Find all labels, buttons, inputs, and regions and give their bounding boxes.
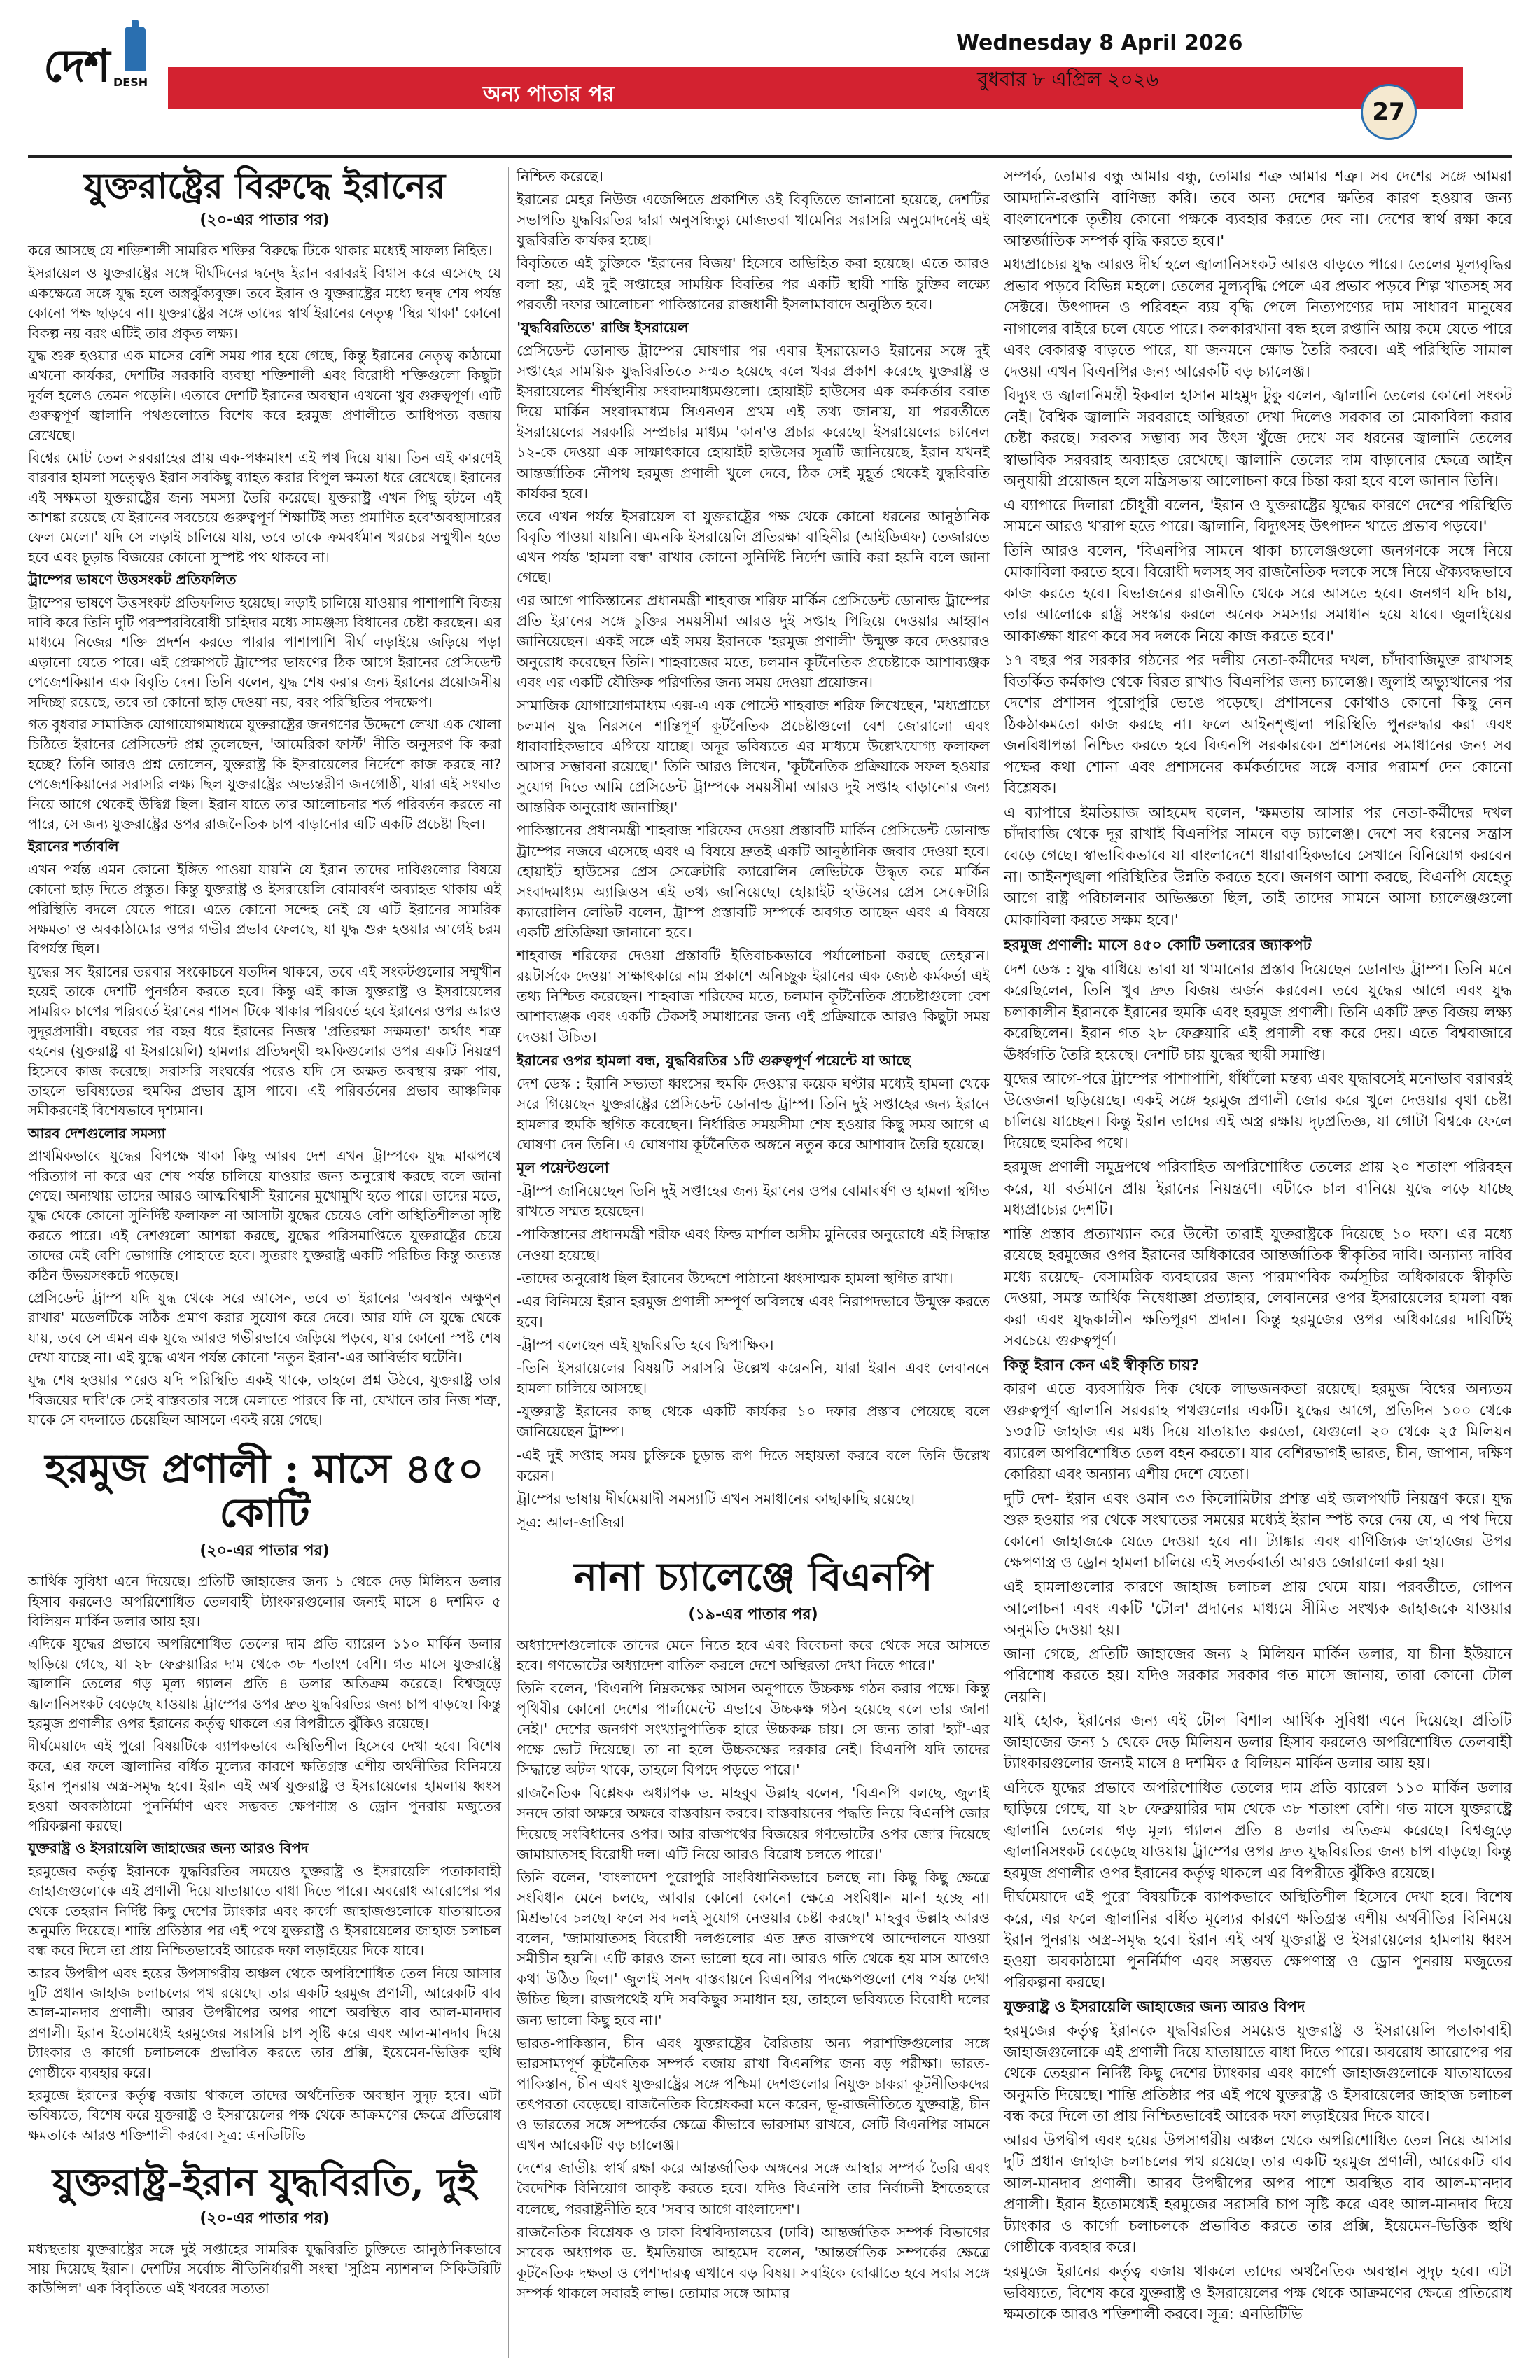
article-body — [517, 1635, 990, 2304]
date-bangla: বুধবার ৮ এপ্রিল ২০২৬ — [977, 68, 1159, 91]
paragraph: ১৭ বছর পর সরকার গঠনের পর দলীয় নেতা-কর্মীদের দখল, চাঁদাবাজিমুক্ত রাখাসহ বিতর্কিত কর্মকাণ্ড থেকে বিরত রাখাও বিএনপির জন্য চ্যালেঞ্জ। জুলাই অভ্যুত্থানের পর দেশের প্রশাসন পুরোপুরি ভেঙে পড়েছে। প্রশাসনের কোথাও কোনো কিছু নেন ঠিকঠাকমতো কাজ করছে না। ফলে আইনশৃঙ্খলা পরিস্থিতি পুনরুদ্ধার করা এবং জনবিধাপন্তা নিশ্চিত করতে হবে বিএনপি সরকারকে। প্রশাসনের সমাধানের জন্য সব পক্ষের কথা শোনা এবং প্রশাসনের কর্মকর্তাদের সঙ্গে বসার পরামর্শ দেন কোনো বিশ্লেষক। — [1004, 652, 1512, 798]
logo-wordmark: দেশ — [43, 40, 109, 92]
article-body — [28, 241, 501, 1430]
paragraph: দীর্ঘমেয়াদে এই পুরো বিষয়টিকে ব্যাপকভাবে অস্থিতিশীল হিসেবে দেখা হবে। বিশেষ করে, এর ফলে জ্বালানির বর্ধিত মূল্যের কারণে ক্ষতিগ্রস্ত এশীয় অর্থনীতির বিনিময়ে ইরান পুনরায় অস্ত্র-সমৃদ্ধ হবে। ইরান এই অর্থ যুক্তরাষ্ট্র ও ইসরায়েলের হামলায় ধ্বংস হওয়া অবকাঠামো পুনর্নির্মাণ এবং সম্ভবত ক্ষেপণাস্ত্র ও ড্রোন পুনরায় মজুতের পরিকল্পনা করছে। — [28, 1737, 501, 1834]
masthead — [0, 0, 1540, 126]
page-number: 27 — [1361, 84, 1417, 140]
paragraph: তিনি বলেন, 'বাংলাদেশ পুরোপুরি সাংবিধানিকভাবে চলছে না। কিছু কিছু ক্ষেত্রে সংবিধান মেনে চলছে, আবার কোনো কোনো ক্ষেত্রে সংবিধান মানা হচ্ছে না। মিশ্রভাবে চলছে। ফলে সব দলই সুযোগ নেওয়ার চেষ্টা করছে।' মাহবুব উল্লাহ আরও বলেন, 'জামায়াতসহ বিরোধী দলগুলোর এত দ্রুত রাজপথে আন্দোলনে যাওয়া সমীচীন হয়নি। এটি কারও জন্য ভালো হবে না। আরও গতি থেকে হয় মাস আগেও কথা উঠিত ছিল।' জুলাই সনদ বাস্তবায়নে বিএনপির পদক্ষেপগুলো শেষ পর্যন্ত দেখা উচিত ছিল। রাজপথেই যদি সবকিছুর সমাধান হয়, তাহলে ভবিষ্যতে বিরোধী দলের জন্য ভালো কিছু হবে না।' — [517, 1868, 990, 2029]
column-3 — [1004, 167, 1512, 2326]
paragraph: শান্তি প্রস্তাব প্রত্যাখ্যান করে উল্টো তারাই যুক্তরাষ্ট্রকে দিয়েছে ১০ দফা। এর মধ্যে রয়েছে হরমুজের ওপর ইরানের অধিকারের আন্তর্জাতিক স্বীকৃতির দাবি। অন্যান্য দাবির মধ্যে রয়েছে- বেসামরিক ব্যবহারের জন্য পারমাণবিক কর্মসূচির অধিকারকে স্বীকৃতি দেওয়া, সমস্ত আর্থিক নিষেধাজ্ঞা প্রত্যাহার, লেবাননের ওপর ইসরায়েলের হামলা বন্ধ করা এবং যুদ্ধকালীন ক্ষতিপূরণ প্রদান। কিন্তু হরমুজের ওপর অধিকারের দাবিটিই সবচেয়ে গুরুত্বপূর্ণ। — [1004, 1225, 1512, 1350]
subheading: মূল পয়েন্টগুলো — [517, 1159, 609, 1177]
date-english: Wednesday 8 April 2026 — [956, 31, 1243, 55]
paragraph: দেশ ডেস্ক : যুদ্ধ বাধিয়ে ভাবা যা থামানোর প্রস্তাব দিয়েছেন ডোনাল্ড ট্রাম্প। তিনি মনে করেছিলেন, তিনি খুব দ্রুত বিজয় অর্জন করবেন। তবে যুদ্ধের আগে এবং যুদ্ধ চলাকালীন ইরানকে ইরানের হুমকি এবং হরমুজ প্রণালী। তিনি একটি দ্রুত বিজয় লক্ষ্য করেছিলেন। ইরান গত ২৮ ফেব্রুয়ারি এই প্রণালী বন্ধ করে দেয়। এতে বিশ্ববাজারে ঊর্ধ্বগতি তৈরি হয়েছে। দেশটি চায় যুদ্ধের স্থায়ী সমাপ্তি। — [1004, 960, 1512, 1064]
paragraph: ভারত-পাকিস্তান, চীন এবং যুক্তরাষ্ট্রের বৈরিতায় অন্য পরাশক্তিগুলোর সঙ্গে ভারসাম্যপূর্ণ কূটনৈতিক সম্পর্ক বজায় রাখা বিএনপির জন্য বড় পরীক্ষা। ভারত-পাকিস্তান, চীন এবং যুক্তরাষ্ট্রের সঙ্গে পশ্চিমা দেশগুলোর নিযুক্ত চাকরা কূটনীতিকদের তৎপরতা বেড়েছে। রাজনৈতিক বিশ্লেষকরা মনে করেন, ভূ-রাজনীতিতে যুক্তরাষ্ট্র, চীন ও ভারতের সঙ্গে সম্পর্কের ক্ষেত্রে কীভাবে ভারসাম্য রাখবে, সেটি বিএনপির সামনে এখন আরেকটি বড় চ্যালেঞ্জ। — [517, 2034, 990, 2154]
paragraph: হরমুজ প্রণালী সমুদ্রপথে পরিবাহিত অপরিশোধিত তেলের প্রায় ২০ শতাংশ পরিবহন করে, যা বর্তমানে প্রায় ইরানের নিয়ন্ত্রণে। এটাকে চাল বানিয়ে যুদ্ধে লড়ে যাচ্ছে মধ্যপ্রাচ্যের দেশটি। — [1004, 1158, 1512, 1219]
paragraph: জানা গেছে, প্রতিটি জাহাজের জন্য ২ মিলিয়ন মার্কিন ডলার, যা চীনা ইউয়ানে পরিশোধ করতে হয়। যদিও সরকার সরকার গত মাসে জানায়, তারা কোনো টোল নেয়নি। — [1004, 1645, 1512, 1706]
paragraph: প্রেসিডেন্ট ট্রাম্প যদি যুদ্ধ থেকে সরে আসেন, তবে তা ইরানের 'অবস্থান অক্ষুণ্ন রাখার' মডেলটিকে সঠিক প্রমাণ করার সুযোগ করে দেবে। আর যদি সে যুদ্ধে থেকে যায়, তবে সে এমন এক যুদ্ধে আরও গভীরভাবে জড়িয়ে পড়বে, যার কোনো স্পষ্ট শেষ দেখা যাচ্ছে না। এই যুদ্ধে এখন পর্যন্ত কোনো 'নতুন ইরান'-এর আবির্ভাব ঘটেনি। — [28, 1289, 501, 1366]
article-body — [1004, 935, 1512, 2325]
paragraph: পাকিস্তানের প্রধানমন্ত্রী শাহবাজ শরিফের দেওয়া প্রস্তাবটি মার্কিন প্রেসিডেন্ট ডোনাল্ড ট্রাম্পের নজরে এসেছে এবং এ বিষয়ে দ্রুতই একটি আনুষ্ঠানিক জবাব দেওয়া হবে। হোয়াইট হাউসের প্রেস সেক্রেটারি ক্যারোলিন লেভিটকে উদ্ধৃত করে মার্কিন সংবাদমাধ্যম অ্যাক্সিওস এই তথ্য জানিয়েছে। হোয়াইট হাউসের প্রেস সেক্রেটারি ক্যারোলিন লেভিট বলেন, ট্রাম্প প্রস্তাবটি সম্পর্কে অবগত আছেন এবং এ বিষয়ে একটি প্রতিক্রিয়া জানানো হবে। — [517, 822, 990, 941]
paragraph: হরমুজের কর্তৃত্ব ইরানকে যুদ্ধবিরতির সময়েও যুক্তরাষ্ট্র ও ইসরায়েলি পতাকাবাহী জাহাজগুলোকে এই প্রণালী দিয়ে যাতায়াতে বাধা দিতে পারে। অবরোধ আরোপের পর থেকে তেহরান নির্দিষ্ট কিছু দেশের ট্যাংকার এবং কার্গো জাহাজগুলোকে যাতায়াতের অনুমতি দিয়েছে। শান্তি প্রতিষ্ঠার পর এই পথে যুক্তরাষ্ট্র ও ইসরায়েলের জাহাজ চলাচল বন্ধ করে দিলে তা প্রায় নিশ্চিতভাবেই আরেক দফা লড়াইয়ের দিকে যাবে। — [28, 1862, 501, 1959]
paragraph: যুদ্ধের সব ইরানের তরবার সংকোচনে যতদিন থাকবে, তবে এই সংকটগুলোর সম্মুখীন হয়েই তাকে দেশটি পুনর্গঠন করতে হবে। কিন্তু এই কাজ যুক্তরাষ্ট্র ও ইসরায়েলের সামরিক চাপের পরিবর্তে ইরানের শাসন টিকে থাকার পরিবর্তে হবে ইরানের ওপর আরও সুদূরপ্রসারী। বছরের পর বছর ধরে ইরানের নিজস্ব 'প্রতিরক্ষা সক্ষমতা' অর্থাৎ শত্রু বহনের (যুক্তরাষ্ট্র বা ইসরায়েলি) হামলার প্রতিদ্বন্দ্বী হুমকিগুলোর ওপর একটি নিয়ন্ত্রণ হিসেবে কাজ করেছে। সরাসরি সংঘর্ষের পরেও যদি সে অক্ষত অবস্থায় রক্ষা পায়, তাহলে ভবিষ্যতের হুমকির প্রভাব হ্রাস পাবে। এই পরিবর্তনের প্রভাব আঞ্চলিক সমীকরণেই বিশেষভাবে দৃশ্যমান। — [28, 962, 501, 1119]
article-body — [517, 167, 990, 1532]
paragraph: তিনি বলেন, 'বিএনপি নিম্নকক্ষের আসন অনুপাতে উচ্চকক্ষ গঠন করার পক্ষে। কিন্তু পৃথিবীর কোনো দেশের পার্লামেন্টে এভাবে উচ্চকক্ষ গঠন হয়েছে বলে তার জানা নেই।' দেশের জনগণ সংখ্যানুপাতিক হারে উচ্চকক্ষ চায়। সে জন্য তারা 'হ্যাঁ'-এর পক্ষে ভোট দিয়েছে। তা না হলে উচ্চকক্ষের দরকার নেই। বিএনপি যদি তাদের সিদ্ধান্তে অটল থাকে, তাহলে বিপদে পড়তে পারে।' — [517, 1679, 990, 1779]
paragraph: আরব উপদ্বীপ এবং হয়ের উপসাগরীয় অঞ্চল থেকে অপরিশোধিত তেল নিয়ে আসার দুটি প্রধান জাহাজ চলাচলের পথ রয়েছে। তার একটি হরমুজ প্রণালী, আরেকটি বাব আল-মানদাব প্রণালী। আরব উপদ্বীপের অপর পাশে অবস্থিত বাব আল-মানদাব প্রণালী। ইরান ইতোমধ্যেই হরমুজের সরাসরি চাপ সৃষ্টি করে এবং আল-মানদাব দিয়ে ট্যাংকার ও কার্গো চলাচলকে প্রভাবিত করতে তার প্রক্সি, ইয়েমেন-ভিত্তিক হুথি গোষ্ঠীকে ব্যবহার করে। — [28, 1964, 501, 2081]
paragraph: তিনি আরও বলেন, 'বিএনপির সামনে থাকা চ্যালেঞ্জগুলো জনগণকে সঙ্গে নিয়ে মোকাবিলা করতে হবে। বিরোধী দলসহ সব রাজনৈতিক দলকে সঙ্গে নিয়ে ঐক্যবদ্ধভাবে কাজ করতে হবে। বিভাজনের রাজনীতি থেকে সরে আসতে হবে। জনগণ যদি চায়, তার আলোকে রাষ্ট্র সংস্কার করলে অনেক সমস্যার সমাধান হয়ে যাবে। জুলাইয়ের আকাঙ্ক্ষা ধারণ করে সব দলকে নিয়ে কাজ করতে হবে।' — [1004, 542, 1512, 645]
liberty-statue-icon — [125, 27, 146, 71]
headline: যুক্তরাষ্ট্রের বিরুদ্ধে ইরানের — [83, 165, 446, 206]
paragraph: হরমুজে ইরানের কর্তৃত্ব বজায় থাকলে তাদের অর্থনৈতিক অবস্থান সুদৃঢ় হবে। এটা ভবিষ্যতে, বিশেষ করে যুক্তরাষ্ট্র ও ইসরায়েলের পক্ষ থেকে আক্রমণের ক্ষেত্রে প্রতিরোধ ক্ষমতাকে আরও শক্তিশালী করবে। সূত্র: এনডিটিভি — [1004, 2262, 1512, 2324]
paragraph: তবে এখন পর্যন্ত ইসরায়েল বা যুক্তরাষ্ট্রের পক্ষ থেকে কোনো ধরনের আনুষ্ঠানিক বিবৃতি পাওয়া যায়নি। এমনকি ইসরায়েলি প্রতিরক্ষা বাহিনীর (আইডিএফ) তেজারতে এখন পর্যন্ত 'হামলা বন্ধ' রাখার কোনো সুনির্দিষ্ট নির্দেশ জারি করা হয়নি বলে জানা গেছে। — [517, 507, 990, 587]
paragraph: মধ্যপ্রাচ্যের যুদ্ধ আরও দীর্ঘ হলে জ্বালানিসংকট আরও বাড়তে পারে। তেলের মূল্যবৃদ্ধির প্রভাব পড়বে বিভিন্ন মহলে। তেলের মূল্যবৃদ্ধি পেলে এর প্রভাব পড়বে শিল্প খাতসহ সব সেক্টরে। উৎপাদন ও পরিবহন ব্যয় বৃদ্ধি পেলে নিত্যপণ্যের দাম সাধারণ মানুষের নাগালের বাইরে চলে যেতে পারে। কলকারখানা বন্ধ হলে রপ্তানি আয় কমে যেতে পারে এবং বেকারত্ব বাড়তে পারে, যা জনমনে ক্ষোভ তৈরি করবে। এই পরিস্থিতি সামাল দেওয়া এখন বিএনপির জন্য আরেকটি বড় চ্যালেঞ্জ। — [1004, 256, 1512, 381]
column-divider — [508, 167, 509, 2358]
jump-line: (১৯-এর পাতার পর) — [688, 1605, 818, 1623]
paragraph: -এই দুই সপ্তাহ সময় চুক্তিকে চূড়ান্ত রূপ দিতে সহায়তা করবে বলে তিনি উল্লেখ করেন। — [517, 1446, 990, 1484]
subheading: হরমুজ প্রণালী: মাসে ৪৫০ কোটি ডলারের জ্যাকপট — [1004, 937, 1312, 955]
article-iran-vs-us — [28, 167, 501, 1430]
article-ceasefire-continued — [517, 167, 990, 1532]
headline: হরমুজ প্রণালী : মাসে ৪৫০ কোটি — [45, 1444, 484, 1537]
paragraph: বিদ্যুৎ ও জ্বালানিমন্ত্রী ইকবাল হাসান মাহমুদ টুকু বলেন, জ্বালানি তেলের কোনো সংকট নেই। বৈশ্বিক জ্বালানি সরবরাহে অস্থিরতা দেখা দিলেও সরকার তা মোকাবিলা করার চেষ্টা করছে। সরকার সম্ভাব্য সব উৎস খুঁজে দেখে সব ধরনের জ্বালানি তেলের স্বাভাবিক সরবরাহ অব্যাহত রেখেছে। জ্বালানি তেলের দাম বাড়ানোর ক্ষেত্রে আইন অনুযায়ী প্রয়োজন হলে মন্ত্রিসভায় আলোচনা করে চিন্তা করা হবে বলে জানান তিনি। — [1004, 387, 1512, 491]
paragraph: ইসরায়েল ও যুক্তরাষ্ট্রের সঙ্গে দীর্ঘদিনের দ্বন্দ্বে ইরান বরাবরই বিশ্বাস করে এসেছে যে একক্ষেত্রে সঙ্গে যুদ্ধ হলে অস্ত্রঝুঁক্যবুক্ত। তবে ইরান ও যুক্তরাষ্ট্রের মধ্যে দ্বন্দ্ব শেষ পর্যন্ত কোনো পক্ষ ছাড়বে না। যুক্তরাষ্ট্রের সঙ্গে তাদের স্বার্থ ইরানের নেতৃত্ব 'স্থির থাকা' কোনো বিকল্প নয় বরং এটিই তার প্রকৃত লক্ষ্য। — [28, 265, 501, 342]
paragraph: ইরানের মেহর নিউজ এজেন্সিতে প্রকাশিত ওই বিবৃতিতে জানানো হয়েছে, দেশটির সভাপতি যুদ্ধবিরতির দ্বারা অনুসন্ধিত্যু মোজতবা খামেনির সরাসরি অনুমোদনেই এই যুদ্ধবিরতি কার্যকর হচ্ছে। — [517, 191, 990, 249]
paragraph: এই হামলাগুলোর কারণে জাহাজ চলাচল প্রায় থেমে যায়। পরবর্তীতে, গোপন আলোচনা এবং একটি 'টোল' প্রদানের মাধ্যমে সীমিত সংখ্যক জাহাজকে যাওয়ার অনুমতি দেওয়া হয়। — [1004, 1578, 1512, 1639]
paragraph: নিশ্চিত করেছে। — [517, 168, 603, 185]
headline: যুক্তরাষ্ট্র-ইরান যুদ্ধবিরতি, দুই — [52, 2160, 477, 2205]
subheading: 'যুদ্ধবিরতিতে' রাজি ইসরায়েল — [517, 318, 689, 336]
subheading: কিন্তু ইরান কেন এই স্বীকৃতি চায়? — [1004, 1356, 1200, 1374]
article-bnp — [517, 1556, 990, 2304]
paragraph: হরমুজের কর্তৃত্ব ইরানকে যুদ্ধবিরতির সময়েও যুক্তরাষ্ট্র ও ইসরায়েলি পতাকাবাহী জাহাজগুলোকে এই প্রণালী দিয়ে যাতায়াতে বাধা দিতে পারে। অবরোধ আরোপের পর থেকে তেহরান নির্দিষ্ট কিছু দেশের ট্যাংকার এবং কার্গো জাহাজগুলোকে যাতায়াতের অনুমতি দিয়েছে। শান্তি প্রতিষ্ঠার পর এই পথে যুক্তরাষ্ট্র ও ইসরায়েলের জাহাজ চলাচল বন্ধ করে দিলে তা প্রায় নিশ্চিতভাবেই আরেক দফা লড়াইয়ের দিকে যাবে। — [1004, 2022, 1512, 2126]
subheading: ট্রাম্পের ভাষণে উত্তসংকট প্রতিফলিত — [28, 571, 237, 589]
paragraph: -যুক্তরাষ্ট্র ইরানের কাছ থেকে একটি কার্যকর ১০ দফার প্রস্তাব পেয়েছে বলে জানিয়েছেন ট্রাম্প। — [517, 1403, 990, 1441]
paragraph: সামাজিক যোগাযোগমাধ্যম এক্স-এ এক পোস্টে শাহবাজ শরিফ লিখেছেন, 'মধ্যপ্রাচ্যে চলমান যুদ্ধ নিরসনে শান্তিপূর্ণ কূটনৈতিক প্রচেষ্টাগুলো বেশ জোরালো এবং ধারাবাহিকভাবে এগিয়ে যাচ্ছে। অদূর ভবিষ্যতে এর মাধ্যমে উল্লেখযোগ্য ফলাফল আসার সম্ভাবনা রয়েছে।' তিনি আরও লিখেন, 'কূটনৈতিক প্রক্রিয়াকে সফল হওয়ার সুযোগ দিতে আমি প্রেসিডেন্ট ট্রাম্পকে সময়সীমা আরও দুই সপ্তাহ বাড়ানোর জন্য আন্তরিক অনুরোধ জানাচ্ছি।' — [517, 696, 990, 816]
article-body — [1004, 167, 1512, 931]
paragraph: -তাদের অনুরোধ ছিল ইরানের উদ্দেশে পাঠানো ধ্বংসাত্মক হামলা স্থগিত রাখা। — [517, 1269, 953, 1287]
subheading: ইরানের শর্তাবলি — [28, 838, 119, 855]
jump-line: (২০-এর পাতার পর) — [200, 2209, 330, 2227]
newspaper-logo — [38, 21, 162, 105]
paragraph: দুটি দেশ- ইরান এবং ওমান ৩৩ কিলোমিটার প্রশস্ত এই জলপথটি নিয়ন্ত্রণ করে। যুদ্ধ শুরু হওয়ার পর থেকে সংঘাতের সময়ের মধ্যেই ইরান স্পষ্ট করে দেয় যে, এ পথ দিয়ে কোনো জাহাজকে যেতে দেওয়া হবে না। ট্যাঙ্কার এবং বাণিজ্যিক জাহাজের উপর ক্ষেপণাস্ত্র ও ড্রোন হামলা চালিয়ে এই সতর্কবার্তা আরও জোরালো করা হয়। — [1004, 1490, 1512, 1572]
paragraph: এদিকে যুদ্ধের প্রভাবে অপরিশোধিত তেলের দাম প্রতি ব্যারেল ১১০ মার্কিন ডলার ছাড়িয়ে গেছে, যা ২৮ ফেব্রুয়ারির দাম থেকে ৩৮ শতাংশ বেশি। গত মাসে যুক্তরাষ্ট্রে জ্বালানি তেলের গড় মূল্য গ্যালন প্রতি ৪ ডলার অতিক্রম করেছে। বিশ্বজুড়ে জ্বালানিসংকট বেড়েছে যাওয়ায় ট্রাম্পের ওপর দ্রুত যুদ্ধবিরতির জন্য চাপ বাড়ছে। কিন্তু হরমুজ প্রণালীর ওপর ইরানের কর্তৃত্ব থাকলে এর বিপরীতে ঝুঁকিও রয়েছে। — [28, 1635, 501, 1732]
paragraph: যুদ্ধের আগে-পরে ট্রাম্পের পাশাপাশি, ধাঁধাঁলো মন্তব্য এবং যুদ্ধাবসেই মনোভাব বরাবরই উত্তেজনা ছড়িয়েছে। একই সঙ্গে হরমুজ প্রণালী জোর করে খুলে দেওয়ার বৃথা চেষ্টা চালিয়ে যাচ্ছেন। কিন্তু ইরান তাদের এই অস্ত্র রক্ষায় দৃঢ়প্রতিজ্ঞ, যা গোটা বিশ্বকে ফেলে দিয়েছে হুমকির পথে। — [1004, 1070, 1512, 1152]
paragraph: ট্রাম্পের ভাষায় দীর্ঘমেয়াদী সমস্যাটি এখন সমাধানের কাছাকাছি রয়েছে। — [517, 1490, 916, 1507]
column-2 — [517, 167, 990, 2304]
paragraph: প্রেসিডেন্ট ডোনাল্ড ট্রাম্পের ঘোষণার পর এবার ইসরায়েলও ইরানের সঙ্গে দুই সপ্তাহের সাময়িক যুদ্ধবিরতিতে সম্মত হয়েছে বলে খবর প্রকাশ করেছে যুক্তরাষ্ট্র ও ইসরায়েলের শীর্ষস্থানীয় সংবাদমাধ্যমগুলো। হোয়াইট হাউসের এক কর্মকর্তার বরাত দিয়ে মার্কিন সংবাদমাধ্যম সিএনএন প্রথম এই তথ্য জানায়, যা পরবর্তীতে ইসরায়েলের সরকারি সম্প্রচার মাধ্যম 'কান'ও প্রচার করেছে। ইসরায়েলের চ্যানেল ১২-কে দেওয়া এক সাক্ষাৎকারে হোয়াইট হাউসের সূত্রটি জানিয়েছে, ইরান যখনই আন্তর্জাতিক নৌপথ হরমুজ প্রণালী খুলে দেবে, ঠিক সেই মুহূর্ত থেকেই যুদ্ধবিরতি কার্যকর হবে। — [517, 342, 990, 502]
paragraph: এদিকে যুদ্ধের প্রভাবে অপরিশোধিত তেলের দাম প্রতি ব্যারেল ১১০ মার্কিন ডলার ছাড়িয়ে গেছে, যা ২৮ ফেব্রুয়ারির দাম থেকে ৩৮ শতাংশ বেশি। গত মাসে যুক্তরাষ্ট্রে জ্বালানি তেলের গড় মূল্য গ্যালন প্রতি ৪ ডলার অতিক্রম করেছে। বিশ্বজুড়ে জ্বালানিসংকট বেড়েছে যাওয়ায় ট্রাম্পের ওপর দ্রুত যুদ্ধবিরতির জন্য চাপ বাড়ছে। কিন্তু হরমুজ প্রণালীর ওপর ইরানের কর্তৃত্ব থাকলে এর বিপরীতে ঝুঁকিও রয়েছে। — [1004, 1779, 1512, 1882]
paragraph: এখন পর্যন্ত এমন কোনো ইঙ্গিত পাওয়া যায়নি যে ইরান তাদের দাবিগুলোর বিষয়ে কোনো ছাড় দিতে প্রস্তুত। কিন্তু যুক্তরাষ্ট্র ও ইসরায়েলি বোমাবর্ষণ অব্যাহত থাকায় এই পরিস্থিতি বদলে যেতে পারে। এতে কোনো সন্দেহ নেই যে এটি ইরানের সামরিক সক্ষমতা ও অবকাঠামোর ওপর গভীর প্রভাব ফেলছে, যা যুদ্ধ শুরু হওয়ার আগেই চরম বিপর্যস্ত ছিল। — [28, 860, 501, 958]
paragraph: সূত্র: আল-জাজিরা — [517, 1513, 625, 1530]
paragraph: যাই হোক, ইরানের জন্য এই টোল বিশাল আর্থিক সুবিধা এনে দিয়েছে। প্রতিটি জাহাজের জন্য ১ থেকে দেড় মিলিয়ন ডলার হিসাব করলেও অপরিশোধিত তেলবাহী ট্যাংকারগুলোর জন্যই মাসে ৪ দশমিক ৫ বিলিয়ন মার্কিন ডলার আয় হয়। — [1004, 1712, 1512, 1773]
logo-subtitle: DESH — [113, 76, 148, 89]
paragraph: -তিনি ইসরায়েলের বিষয়টি সরাসরি উল্লেখ করেননি, যারা ইরান এবং লেবাননে হামলা চালিয়ে আসছে। — [517, 1359, 990, 1397]
article-bnp-continued — [1004, 167, 1512, 931]
article-body — [28, 1572, 501, 2145]
paragraph: -ট্রাম্প জানিয়েছেন তিনি দুই সপ্তাহের জন্য ইরানের ওপর বোমাবর্ষণ ও হামলা স্থগিত রাখতে সম্মত হয়েছেন। — [517, 1182, 990, 1220]
paragraph: বিশ্বের মোট তেল সরবরাহের প্রায় এক-পঞ্চমাংশ এই পথ দিয়ে যায়। তিন এই কারণেই বারবার হামলা সত্ত্বেও ইরান সবকিছু ব্যাহত করার বিপুল ক্ষমতা ধরে রেখেছে। ইরানের এই সক্ষমতা যুক্তরাষ্ট্রের জন্য সমস্যা তৈরি করেছে। যুক্তরাষ্ট্র এখন পিছু হটলে এই আশঙ্কা রয়েছে যে ইরানের সবচেয়ে গুরুত্বপূর্ণ শিক্ষাটিই সত্য প্রমাণিত হবে'অবস্থাসারের ফেল মেলে।' যদি সে লড়াই চালিয়ে যায়, তবে তাকে ক্রমবর্ধমান খরচের সম্মুখীন হতে হবে এবং চূড়ান্ত বিজয়ের কোনো সুস্পষ্ট পথ থাকবে না। — [28, 449, 501, 566]
paragraph: -ট্রাম্প বলেছেন এই যুদ্ধবিরতি হবে দ্বিপাক্ষিক। — [517, 1336, 774, 1354]
article-hormuz — [28, 1444, 501, 2146]
jump-line: (২০-এর পাতার পর) — [200, 1542, 330, 1560]
article-body — [28, 2239, 501, 2299]
paragraph: এ ব্যাপারে ইমতিয়াজ আহমেদ বলেন, 'ক্ষমতায় আসার পর নেতা-কর্মীদের দখল চাঁদাবাজি থেকে দূর রাখাই বিএনপির সামনে বড় চ্যালেঞ্জ। দেশে সব ধরনের সন্ত্রাস বেড়ে গেছে। স্বাভাবিকভাবে যা বাংলাদেশে ধারাবাহিকভাবে সেখানে বিনিয়োগ করবেন না। আইনশৃঙ্খলা পরিস্থিতির উন্নতি করতে হবে। জনগণ আশা করছে, বিএনপি যেহেতু আগে রাষ্ট্র পরিচালনার অভিজ্ঞতা ছিল, তাই তাদের সামনে আসা চ্যালেঞ্জগুলো মোকাবিলা করতে সক্ষম হবে।' — [1004, 804, 1512, 929]
paragraph: হরমুজে ইরানের কর্তৃত্ব বজায় থাকলে তাদের অর্থনৈতিক অবস্থান সুদৃঢ় হবে। এটা ভবিষ্যতে, বিশেষ করে যুক্তরাষ্ট্র ও ইসরায়েলের পক্ষ থেকে আক্রমণের ক্ষেত্রে প্রতিরোধ ক্ষমতাকে আরও শক্তিশালী করবে। সূত্র: এনডিটিভি — [28, 2087, 501, 2143]
paragraph: আর্থিক সুবিধা এনে দিয়েছে। প্রতিটি জাহাজের জন্য ১ থেকে দেড় মিলিয়ন ডলার হিসাব করলেও অপরিশোধিত তেলবাহী ট্যাংকারগুলোর জন্যই মাসে ৪ দশমিক ৫ বিলিয়ন মার্কিন ডলার আয় হয়। — [28, 1573, 501, 1630]
paragraph: প্রাথমিকভাবে যুদ্ধের বিপক্ষে থাকা কিছু আরব দেশ এখন ট্রাম্পকে যুদ্ধ মাঝপথে পরিত্যাগ না করে এর শেষ পর্যন্ত চালিয়ে যাওয়ার জন্য অনুরোধ করছে বলে জানা গেছে। অন্যথায় তাদের আরও আত্মবিশ্বাসী ইরানের মুখোমুখি হতে পারে। তাদের মতে, যুদ্ধ থেকে কোনো সুনির্দিষ্ট ফলাফল না আসাটা যুদ্ধের চেয়েও বেশি অস্থিতিশীলতা সৃষ্টি করতে পারে। এই দেশগুলো আশঙ্কা করছে, যুদ্ধের পরিসমাপ্তিতে যুক্তরাষ্ট্রের চেয়ে তাদের মেই বেশি ভোগান্তি পোহাতে হবে। সুতরাং যুক্তরাষ্ট্র একটি পরিচিত কিন্তু অত্যন্ত কঠিন উভয়সংকটে পড়েছে। — [28, 1147, 501, 1284]
paragraph: কারণ এতে ব্যবসায়িক দিক থেকে লাভজনকতা রয়েছে। হরমুজ বিশ্বের অন্যতম গুরুত্বপূর্ণ জ্বালানি সরবরাহ পথগুলোর একটি। যুদ্ধের আগে, প্রতিদিন ১০০ থেকে ১৩৫টি জাহাজ এর মধ্য দিয়ে যাতায়াত করতো, যেগুলো ২০ থেকে ২৫ মিলিয়ন ব্যারেল অপরিশোধিত তেল বহন করতো। যার বেশিরভাগই ভারত, চীন, জাপান, দক্ষিণ কোরিয়া এবং অন্যান্য এশীয় দেশে যেতো। — [1004, 1380, 1512, 1484]
paragraph: করে আসছে যে শক্তিশালী সামরিক শক্তির বিরুদ্ধে টিকে থাকার মধ্যেই সাফল্য নিহিত। — [28, 242, 493, 259]
paragraph: আরব উপদ্বীপ এবং হয়ের উপসাগরীয় অঞ্চল থেকে অপরিশোধিত তেল নিয়ে আসার দুটি প্রধান জাহাজ চলাচলের পথ রয়েছে। তার একটি হরমুজ প্রণালী, আরেকটি বাব আল-মানদাব প্রণালী। আরব উপদ্বীপের অপর পাশে অবস্থিত বাব আল-মানদাব প্রণালী। ইরান ইতোমধ্যেই হরমুজের সরাসরি চাপ সৃষ্টি করে এবং আল-মানদাব দিয়ে ট্যাংকার ও কার্গো চলাচলকে প্রভাবিত করতে তার প্রক্সি, ইয়েমেন-ভিত্তিক হুথি গোষ্ঠীকে ব্যবহার করে। — [1004, 2132, 1512, 2257]
article-hormuz-continued — [1004, 935, 1512, 2325]
column-1 — [28, 167, 501, 2299]
paragraph: রাজনৈতিক বিশ্লেষক ও ঢাকা বিশ্ববিদ্যালয়ের (ঢাবি) আন্তর্জাতিক সম্পর্ক বিভাগের সাবেক অধ্যাপক ড. ইমতিয়াজ আহমেদ বলেন, 'আন্তর্জাতিক সম্পর্কের ক্ষেত্রে কূটনৈতিক দক্ষতা ও পেশাদারত্ব এখানে বড় বিষয়। সবাইকে বোঝাতে হবে সবার সঙ্গে সম্পর্ক থাকলে সবারই লাভ। তোমার সঙ্গে আমার — [517, 2223, 990, 2302]
paragraph: শাহবাজ শরিফের দেওয়া প্রস্তাবটি ইতিবাচকভাবে পর্যালোচনা করছে তেহরান। রয়টার্সকে দেওয়া সাক্ষাৎকারে নাম প্রকাশে অনিচ্ছুক ইরানের এক জ্যেষ্ঠ কর্মকর্তা এই তথ্য নিশ্চিত করেছেন। শাহবাজ শরিফের মতে, চলমান কূটনৈতিক প্রচেষ্টাগুলো বেশ আশাব্যঞ্জক এবং একটি টেকসই সমাধানের জন্য এই প্রক্রিয়াকে আরও কিছুটা সময় দেওয়া উচিত। — [517, 947, 990, 1046]
paragraph: বিবৃতিতে এই চুক্তিকে 'ইরানের বিজয়' হিসেবে অভিহিত করা হয়েছে। এতে আরও বলা হয়, এই দুই সপ্তাহের সাময়িক বিরতির পর একটি স্থায়ী শান্তি চুক্তির লক্ষ্যে পরবর্তী দফার আলোচনা পাকিস্তানের রাজধানী ইসলামাবাদে অনুষ্ঠিত হবে। — [517, 255, 990, 313]
paragraph: অধ্যাদেশগুলোকে তাদের মেনে নিতে হবে এবং বিবেচনা করে থেকে সরে আসতে হবে। গণভোটের অধ্যাদেশ বাতিল করলে দেশে অস্থিরতা দেখা দিতে পারে।' — [517, 1636, 990, 1674]
paragraph: -পাকিস্তানের প্রধানমন্ত্রী শরীফ এবং ফিল্ড মার্শাল অসীম মুনিরের অনুরোধে এই সিদ্ধান্ত নেওয়া হয়েছে। — [517, 1226, 990, 1264]
paragraph: -এর বিনিময়ে ইরান হরমুজ প্রণালী সম্পূর্ণ অবিলম্বে এবং নিরাপদভাবে উন্মুক্ত করতে হবে। — [517, 1292, 990, 1330]
subheading: যুক্তরাষ্ট্র ও ইসরায়েলি জাহাজের জন্য আরও বিপদ — [28, 1840, 309, 1857]
subheading: যুক্তরাষ্ট্র ও ইসরায়েলি জাহাজের জন্য আরও বিপদ — [1004, 1998, 1306, 2016]
paragraph: দীর্ঘমেয়াদে এই পুরো বিষয়টিকে ব্যাপকভাবে অস্থিতিশীল হিসেবে দেখা হবে। বিশেষ করে, এর ফলে জ্বালানির বর্ধিত মূল্যের কারণে ক্ষতিগ্রস্ত এশীয় অর্থনীতির বিনিময়ে ইরান পুনরায় অস্ত্র-সমৃদ্ধ হবে। ইরান এই অর্থ যুক্তরাষ্ট্র ও ইসরায়েলের হামলায় ধ্বংস হওয়া অবকাঠামো পুনর্নির্মাণ এবং সম্ভবত ক্ষেপণাস্ত্র ও ড্রোন পুনরায় মজুতের পরিকল্পনা করছে। — [1004, 1889, 1512, 1992]
jump-line: (২০-এর পাতার পর) — [200, 211, 330, 229]
paragraph: এ ব্যাপারে দিলারা চৌধুরী বলেন, 'ইরান ও যুক্তরাষ্ট্রের যুদ্ধের কারণে দেশের পরিস্থিতি সামনে আরও খারাপ হতে পারে। জ্বালানি, বিদ্যুৎসহ উৎপাদন খাতে প্রভাব পড়বে।' — [1004, 496, 1512, 536]
paragraph: যুদ্ধ শেষ হওয়ার পরেও যদি পরিস্থিতি একই থাকে, তাহলে প্রশ্ন উঠবে, যুক্তরাষ্ট্র তার 'বিজয়ের দাবি'কে সেই বাস্তবতার সঙ্গে মেলাতে পারবে কি না, যেখানে তার নিজ শত্রু, যাকে সে বদলাতে চেয়েছিল আসলে একই রয়ে গেছে। — [28, 1371, 501, 1429]
paragraph: গত বুধবার সামাজিক যোগাযোগমাধ্যমে যুক্তরাষ্ট্রের জনগণের উদ্দেশে লেখা এক খোলা চিঠিতে ইরানের প্রেসিডেন্ট প্রশ্ন তুলেছেন, 'আমেরিকা ফার্স্ট' নীতি অনুসরণ কি করা হচ্ছে? তিনি আরও প্রশ্ন তোলেন, যুক্তরাষ্ট্র কি ইসরায়েলের নির্দেশে কাজ করছে না? পেজেশকিয়ানের সরাসরি লক্ষ্য ছিল যুক্তরাষ্ট্রের অভ্যন্তরীণ জনগোষ্ঠী, যারা এই সংঘাত নিয়ে আগে থেকেই উদ্বিগ্ন ছিল। ইরান যাতে তার আলোচনার শর্ত পরিবর্তন করতে না পারে, সে জন্য যুক্তরাষ্ট্রের ওপর রাজনৈতিক চাপ বাড়ানোর এটি একটি প্রচেষ্টা ছিল। — [28, 715, 501, 832]
subheading: আরব দেশগুলোর সমস্যা — [28, 1124, 166, 1142]
paragraph: ট্রাম্পের ভাষণে উত্তসংকট প্রতিফলিত হয়েছে। লড়াই চালিয়ে যাওয়ার পাশাপাশি বিজয় দাবি করে তিনি দুটি পরস্পরবিরোধী চাহিদার মধ্যে সামঞ্জস্য বিধানের চেষ্টা করছেন। এর মাধ্যমে নিজের শক্তি প্রদর্শন করতে পারার পাশাপাশি দীর্ঘ লড়াইয়ে জড়িয়ে পড়া এড়ানো যেতে পারে। এই প্রেক্ষাপটে ট্রাম্পের ভাষণের ঠিক আগে ইরানের প্রেসিডেন্ট পেজেশকিয়ান এক বিবৃতি দেন। তিনি বলেন, যুদ্ধ শেষ করার জন্য ইরানের প্রয়োজনীয় সদিচ্ছা রয়েছে, তবে তা কোনো ছাড় দেওয়া নয়, বরং পরিস্থিতির পদক্ষেপ। — [28, 594, 501, 710]
paragraph: মধ্যস্থতায় যুক্তরাষ্ট্রের সঙ্গে দুই সপ্তাহের সামরিক যুদ্ধবিরতি চুক্তিতে আনুষ্ঠানিকভাবে সায় দিয়েছে ইরান। দেশটির সর্বোচ্চ নীতিনির্ধারণী সংস্থা 'সুপ্রিম ন্যাশনাল সিকিউরিটি কাউন্সিল' এক বিবৃতিতে এই খবরের সত্যতা — [28, 2240, 501, 2297]
subheading: ইরানের ওপর হামলা বন্ধ, যুদ্ধবিরতির ১টি গুরুত্বপূর্ণ পয়েন্টে যা আছে — [517, 1051, 911, 1069]
paragraph: দেশ ডেস্ক : ইরানি সভ্যতা ধ্বংসের হুমকি দেওয়ার কয়েক ঘণ্টার মধ্যেই হামলা থেকে সরে গিয়েছেন যুক্তরাষ্ট্রের প্রেসিডেন্ট ডোনাল্ড ট্রাম্প। তিনি দুই সপ্তাহের জন্য ইরানে হামলার হুমকি স্থগিত করেছেন। নির্ধারিত সময়সীমা শেষ হওয়ার কিছু সময় আগে এ ঘোষণা দেন তিনি। এ ঘোষণায় কূটনৈতিক অঙ্গনে নতুন করে আশাবাদ তৈরি হয়েছে। — [517, 1074, 990, 1154]
paragraph: রাজনৈতিক বিশ্লেষক অধ্যাপক ড. মাহবুব উল্লাহ বলেন, 'বিএনপি বলছে, জুলাই সনদে তারা অক্ষরে অক্ষরে বাস্তবায়ন করবে। বাস্তবায়নের পদ্ধতি নিয়ে বিএনপি জোর দিয়েছে সংবিধানের ওপর। আর রাজপথের বিজয়ের গণভোটের ওপর জোর দিয়েছে জামায়াতসহ বিরোধী দল। এটি নিয়ে আরও বিরোধ চলতে পারে।' — [517, 1784, 990, 1863]
paragraph: সম্পর্ক, তোমার বন্ধু আমার বন্ধু, তোমার শত্রু আমার শত্রু। সব দেশের সঙ্গে আমরা আমদানি-রপ্তানি বাণিজ্য করি। তবে অন্য দেশের ক্ষতির কারণ হওয়ার জন্য বাংলাদেশকে তৃতীয় কোনো পক্ষকে ব্যবহার করতে দেব না। দেশের স্বার্থ রক্ষা করে আন্তর্জাতিক সম্পর্ক বৃদ্ধি করতে হবে।' — [1004, 168, 1512, 250]
headline: নানা চ্যালেঞ্জে বিএনপি — [573, 1554, 933, 1600]
paragraph: দেশের জাতীয় স্বার্থ রক্ষা করে আন্তর্জাতিক অঙ্গনের সঙ্গে আস্থার সম্পর্ক তৈরি এবং বৈদেশিক বিনিয়োগ আকৃষ্ট করতে হবে। যদিও বিএনপি তার নির্বাচনী ইশতেহারে বলেছে, পররাষ্ট্রনীতি হবে 'সবার আগে বাংলাদেশ'। — [517, 2160, 990, 2218]
article-ceasefire — [28, 2162, 501, 2299]
paragraph: যুদ্ধ শুরু হওয়ার এক মাসের বেশি সময় পার হয়ে গেছে, কিন্তু ইরানের নেতৃত্ব কাঠামো এখনো কার্যকর, দেশটির সরকারি ব্যবস্থা শক্তিশালী এবং বিরোধী শক্তিগুলো কিছুটা দুর্বল হলেও তেমন পড়েনি। এতাবে দেশটি ইরানের অবস্থান এখনো খুব গুরুত্বপূর্ণ। এটি গুরুত্বপূর্ণ জ্বালানি পথগুলোতে বিশেষ করে হরমুজ প্রণালীতে আধিপত্য বজায় রেখেছে। — [28, 346, 501, 444]
paragraph: এর আগে পাকিস্তানের প্রধানমন্ত্রী শাহবাজ শরিফ মার্কিন প্রেসিডেন্ট ডোনাল্ড ট্রাম্পের প্রতি ইরানের সঙ্গে চুক্তির সময়সীমা আরও দুই সপ্তাহ পিছিয়ে দেওয়ার আহ্বান জানিয়েছেন। একই সঙ্গে এই সময় ইরানকে 'হরমুজ প্রণালী' উন্মুক্ত করে দেওয়ারও অনুরোধ করেছেন তিনি। শাহবাজের মতে, চলমান কূটনৈতিক প্রচেষ্টাকে আশাব্যঞ্জক এবং এর একটি যৌক্তিক পরিণতির জন্য সময় দেওয়া প্রয়োজন। — [517, 592, 990, 691]
section-label: অন্য পাতার পর — [483, 82, 615, 106]
header-rule — [28, 155, 1512, 158]
